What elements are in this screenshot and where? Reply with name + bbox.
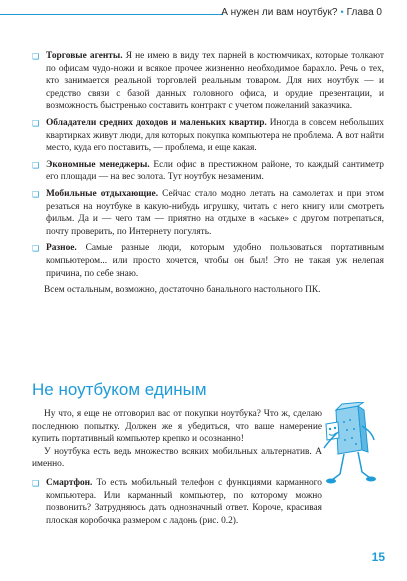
header-separator: • <box>340 7 344 17</box>
bullet-term: Разное. <box>46 243 77 254</box>
list-item <box>32 159 384 184</box>
header-rule <box>0 14 223 15</box>
chapter-title: А нужен ли вам ноутбук? <box>221 7 338 18</box>
bullet-term: Торговые агенты. <box>46 51 123 61</box>
bullet-text: Я не имею в виду тех парней в костюмчиках, которые толкают по офисам чудо-ножи и всякое прочее жизненно необходимое барахло. Речь о тех, кто занимается реальной торговлей реальным товаром. Для них ноутбук — и средство связи с базой данных головного офиса, и орудие презентации, и возможность быстренько составить контракт с учетом пожеланий заказчика. <box>46 51 385 112</box>
walking-computer-mascot-icon <box>318 402 378 487</box>
list-item <box>32 117 384 155</box>
bullet-text: Если офис в престижном районе, то каждый сантиметр его площади — на вес золота. Тут ноутбук незаменим. <box>46 159 384 183</box>
running-header <box>0 7 396 22</box>
bullet-term: Мобильные отдыхающие. <box>46 188 159 199</box>
list-item <box>32 242 384 280</box>
bullet-term: Обладатели средних доходов и маленьких квартир. <box>46 117 267 128</box>
bullet-marker-icon: ❑ <box>32 118 40 128</box>
bullet-marker-icon: ❑ <box>32 478 40 488</box>
bullet-text: Сейчас стало модно летать на самолетах и при этом резаться на ноутбуке в какую-нибудь игрушку, читать с него книгу или смотреть фильм. Да и — чего там — приятно на отдыхе в «аське» с другом потрепаться, почту проверить, по Интернету погулять. <box>46 188 384 237</box>
bullet-text: Самые разные люди, которым удобно пользоваться портативным компьютером... или просто хочется, чтобы он был! Это не такая уж нелепая причина, по себе знаю. <box>46 243 384 279</box>
bullet-marker-icon: ❑ <box>32 189 40 199</box>
list-item <box>32 477 322 527</box>
list-item <box>32 188 384 238</box>
bullet-marker-icon: ❑ <box>32 160 40 170</box>
body-paragraph: Ну что, я еще не отговорил вас от покупки ноутбука? Что ж, сделаю последнюю попытку. Должен же я убедиться, что ваше намерение купить портативный компьютер крепко и осознанно! <box>32 409 322 445</box>
bullet-marker-icon: ❑ <box>32 52 40 61</box>
body-paragraph: У ноутбука есть ведь множество всяких мобильных альтернатив. А именно. <box>32 446 322 470</box>
bullet-term: Экономные менеджеры. <box>46 159 150 170</box>
bullet-text: Иногда в совсем небольших квартирках живут люди, для которых покупка компьютера не проблема. А вот найти место, куда его поставить, — проблема, и еще какая. <box>46 117 384 154</box>
section-body <box>32 408 322 531</box>
chapter-number: Глава 0 <box>346 7 382 18</box>
section-heading: Не ноутбуком единым <box>32 380 207 399</box>
page-number: 15 <box>371 550 385 564</box>
bullet-text: То есть мобильный телефон с функциями карманного компьютера. Или карманный компьютер, по которому можно позвонить? Затрудняюсь дать однозначный ответ. Короче, красивая плоская коробочка размером с ладонь (рис. 0.2). <box>46 477 322 526</box>
closing-paragraph: Всем остальным, возможно, достаточно банального настольного ПК. <box>44 285 321 296</box>
bullet-marker-icon: ❑ <box>32 244 40 254</box>
header-text <box>221 7 382 18</box>
bullet-list <box>32 50 384 297</box>
list-item <box>32 50 384 113</box>
bullet-term: Смартфон. <box>46 477 93 488</box>
